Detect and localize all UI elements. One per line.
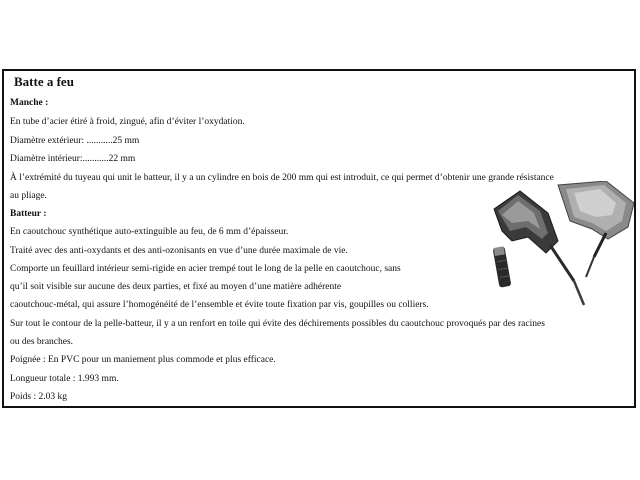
text-line: Comporte un feuillard intérieur semi-rigide en acier trempé tout le long de la pelle en caoutchouc, sans bbox=[10, 264, 401, 274]
text-line: Sur tout le contour de la pelle-batteur, il y a un renfort en toile qui évite des déchirements possibles du caoutchouc provoqués par des racines bbox=[10, 319, 545, 329]
text-line: qu’il soit visible sur aucune des deux parties, et fixé au moyen d’une matière adhérente bbox=[10, 282, 342, 292]
text-line: En tube d’acier étiré à froid, zingué, afin d’éviter l’oxydation. bbox=[10, 117, 245, 127]
text-line: ou des branches. bbox=[10, 337, 74, 347]
document-title: Batte a feu bbox=[14, 74, 74, 89]
text-line: Batteur : bbox=[10, 209, 47, 219]
document-frame bbox=[2, 69, 636, 408]
text-line: caoutchouc-métal, qui assure l’homogénéité de l’ensemble et évite toute fixation par vis, goupilles ou colliers. bbox=[10, 300, 429, 310]
text-line: Poignée : En PVC pour un maniement plus commode et plus efficace. bbox=[10, 355, 276, 365]
text-line: Manche : bbox=[10, 98, 49, 108]
text-line: au pliage. bbox=[10, 191, 47, 201]
text-line: En caoutchouc synthétique auto-extinguible au feu, de 6 mm d’épaisseur. bbox=[10, 227, 289, 237]
fire-beater-image bbox=[488, 181, 636, 316]
text-line: Diamètre extérieur: ...........25 mm bbox=[10, 136, 140, 146]
text-line: Traité avec des anti-oxydants et des anti-ozonisants en vue d’une durée maximale de vie. bbox=[10, 246, 348, 256]
text-line: Diamètre intérieur:...........22 mm bbox=[10, 154, 136, 164]
text-line: À l’extrémité du tuyeau qui unit le batteur, il y a un cylindre en bois de 200 mm qui est introduit, ce qui permet d’obtenir une grande résistance bbox=[10, 173, 554, 183]
text-line: Longueur totale : 1.993 mm. bbox=[10, 374, 119, 384]
text-line: Poids : 2.03 kg bbox=[10, 392, 68, 402]
